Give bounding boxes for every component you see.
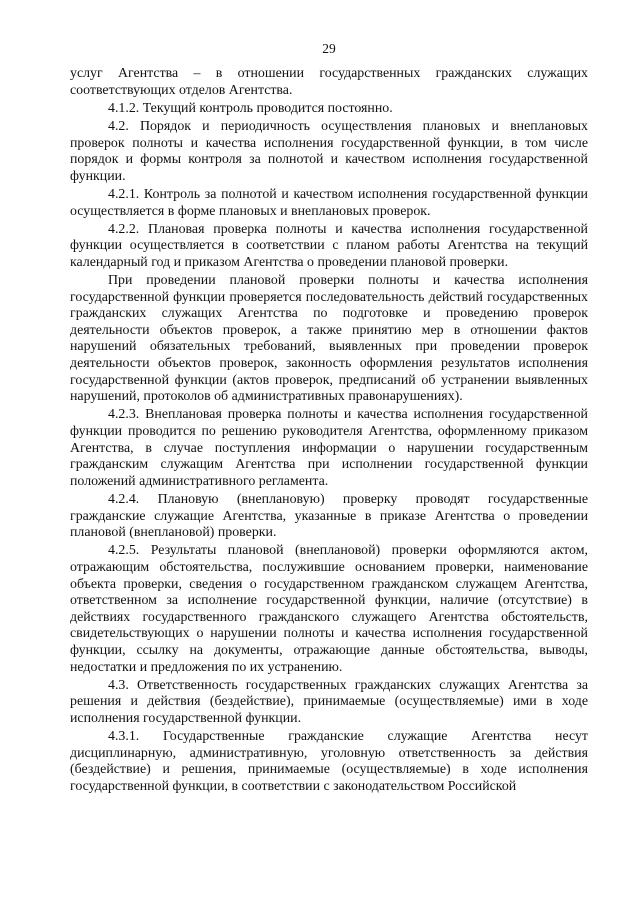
paragraph-4-3-1: 4.3.1. Государственные гражданские служащие Агентства несут дисциплинарную, административную, уголовную ответственность за действия (бездействие) и решения, принимаемые (осуществляемые) в ходе исполнения государственной функции, в соответствии с законодательством Российской — [70, 729, 588, 794]
paragraph-planned-inspection: При проведении плановой проверки полноты и качества исполнения государственной функции проверяется последовательность действий государственных гражданских служащих Агентства по подготовке и проведению проверок деятельности объектов проверок, а также принятию мер в отношении фактов нарушений обязательных требований, выявленных при проведении проверок деятельности объектов проверок, законность оформления результатов исполнения государственной функции (актов проверок, предписаний об устранении выявленных нарушений, протоколов об административных правонарушениях). — [70, 273, 588, 405]
paragraph-continuation: услуг Агентства – в отношении государственных гражданских служащих соответствующих отделов Агентства. — [70, 66, 588, 98]
paragraph-4-2: 4.2. Порядок и периодичность осуществления плановых и внеплановых проверок полноты и качества исполнения государственной функции, в том числе порядок и формы контроля за полнотой и качеством исполнения государственной функции. — [70, 118, 588, 184]
paragraph-4-2-3: 4.2.3. Внеплановая проверка полноты и качества исполнения государственной функции проводится по решению руководителя Агентства, оформленному приказом Агентства, в случае поступления информации о нарушении государственным гражданским служащим Агентства при исполнении государственной функции положений административного регламента. — [70, 407, 588, 489]
paragraph-4-1-2: 4.1.2. Текущий контроль проводится постоянно. — [108, 100, 393, 116]
paragraph-4-2-4: 4.2.4. Плановую (внеплановую) проверку проводят государственные гражданские служащие Агентства, указанные в приказе Агентства о проведении плановой (внеплановой) проверки. — [70, 492, 588, 541]
paragraph-4-2-1: 4.2.1. Контроль за полнотой и качеством исполнения государственной функции осуществляется в форме плановых и внеплановых проверок. — [70, 186, 588, 219]
paragraph-4-3: 4.3. Ответственность государственных гражданских служащих Агентства за решения и действия (бездействие), принимаемые (осуществляемые) ими в ходе исполнения государственной функции. — [70, 677, 588, 726]
paragraph-4-2-5: 4.2.5. Результаты плановой (внеплановой) проверки оформляются актом, отражающим обстоятельства, послужившие основанием проверки, наименование объекта проверки, сведения о государственном гражданском служащем Агентства, ответственном за исполнение государственной функции, наличие (отсутствие) в действиях государственного гражданского служащего Агентства обстоятельств, свидетельствующих о нарушении полноты и качества исполнения государственной функции, ссылку на документы, отражающие данные обстоятельства, выводы, недостатки и предложения по их устранению. — [70, 543, 588, 675]
page-number: 29 — [322, 41, 336, 56]
paragraph-4-2-2: 4.2.2. Плановая проверка полноты и качества исполнения государственной функции осуществляется в соответствии с планом работы Агентства на текущий календарный год и приказом Агентства о проведении плановой проверки. — [70, 221, 588, 270]
document-body — [70, 66, 588, 797]
